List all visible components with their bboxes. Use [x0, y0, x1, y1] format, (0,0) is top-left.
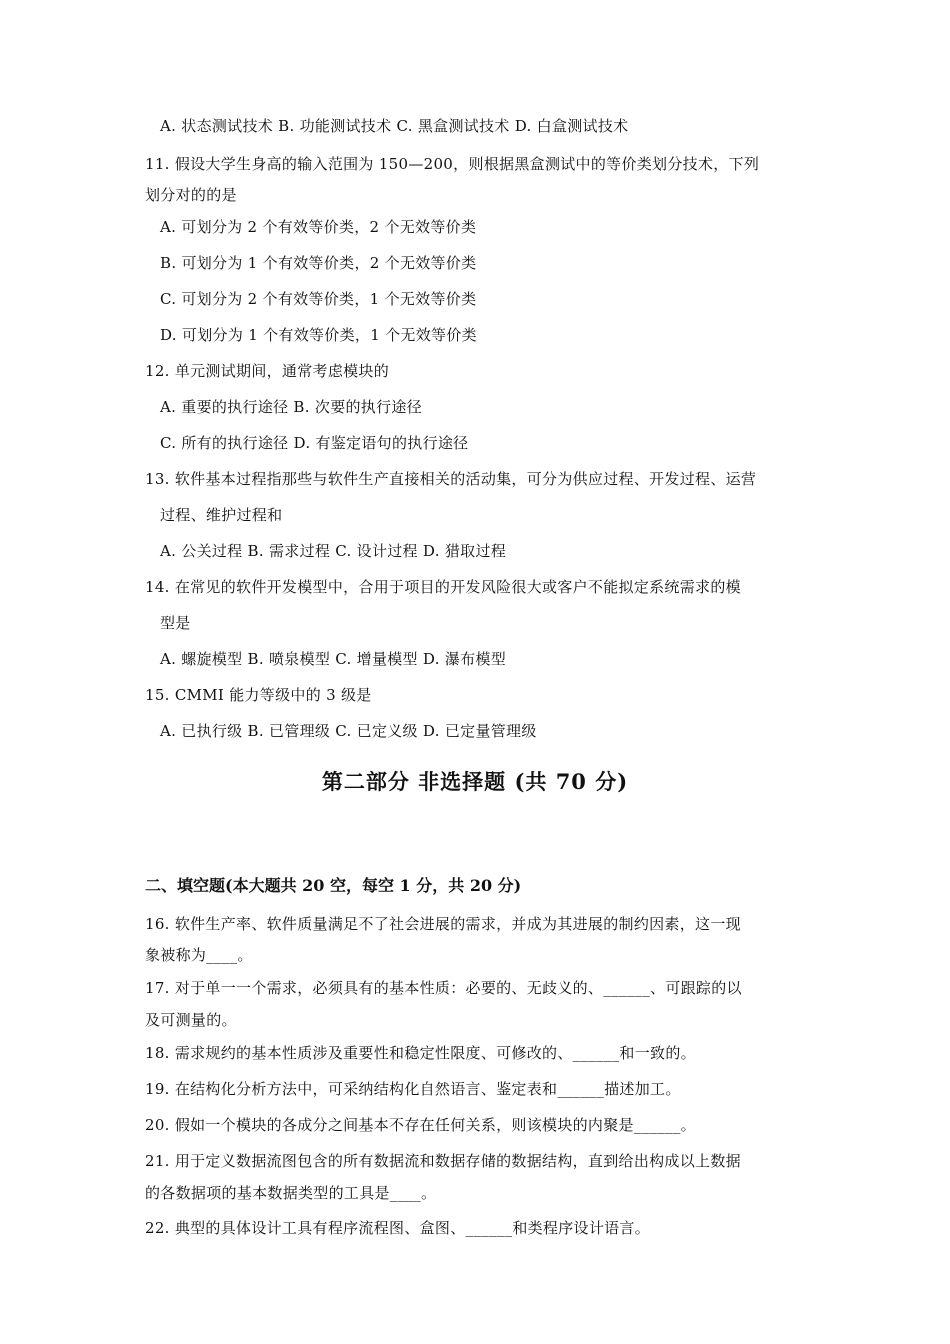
q19-line: 19. 在结构化分析方法中，可采纳结构化自然语言、鉴定表和______描述加工。 — [145, 1080, 681, 1098]
fill-in-section-heading: 二、填空题(本大题共 20 空，每空 1 分，共 20 分) — [145, 876, 522, 895]
q17-line2: 及可测量的。 — [145, 1011, 237, 1029]
q16-line2: 象被称为____。 — [145, 946, 253, 964]
q13-stem-line2: 过程、维护过程和 — [160, 506, 283, 524]
q12-stem: 12. 单元测试期间，通常考虑模块的 — [145, 362, 390, 380]
q22-line: 22. 典型的具体设计工具有程序流程图、盒图、______和类程序设计语言。 — [145, 1219, 651, 1237]
q12-options-cd: C. 所有的执行途径 D. 有鉴定语句的执行途径 — [160, 434, 469, 452]
part-two-heading: 第二部分 非选择题 (共 70 分) — [321, 769, 629, 794]
q21-line1: 21. 用于定义数据流图包含的所有数据流和数据存储的数据结构，直到给出构成以上数据 — [145, 1152, 741, 1170]
q14-options: A. 螺旋模型 B. 喷泉模型 C. 增量模型 D. 瀑布模型 — [160, 650, 507, 668]
q11-option-d: D. 可划分为 1 个有效等价类，1 个无效等价类 — [160, 326, 477, 344]
q14-stem-line2: 型是 — [160, 614, 191, 632]
q14-stem-line1: 14. 在常见的软件开发模型中，合用于项目的开发风险很大或客户不能拟定系统需求的模 — [145, 578, 741, 596]
q10-options: A. 状态测试技术 B. 功能测试技术 C. 黑盒测试技术 D. 白盒测试技术 — [160, 117, 629, 135]
q11-option-a: A. 可划分为 2 个有效等价类，2 个无效等价类 — [160, 218, 477, 236]
q21-line2: 的各数据项的基本数据类型的工具是____。 — [145, 1184, 437, 1202]
q17-line1: 17. 对于单一一个需求，必须具有的基本性质：必要的、无歧义的、______、可跟踪的以 — [145, 979, 742, 997]
q13-options: A. 公关过程 B. 需求过程 C. 设计过程 D. 猎取过程 — [160, 542, 507, 560]
q11-stem-line1: 11. 假设大学生身高的输入范围为 150—200，则根据黑盒测试中的等价类划分技术，下列 — [145, 155, 760, 173]
q11-option-b: B. 可划分为 1 个有效等价类，2 个无效等价类 — [160, 254, 477, 272]
q13-stem-line1: 13. 软件基本过程指那些与软件生产直接相关的活动集，可分为供应过程、开发过程、运营 — [145, 470, 757, 488]
q15-stem: 15. CMMI 能力等级中的 3 级是 — [145, 686, 372, 704]
q11-stem-line2: 划分对的的是 — [145, 186, 237, 204]
q11-option-c: C. 可划分为 2 个有效等价类，1 个无效等价类 — [160, 290, 477, 308]
q20-line: 20. 假如一个模块的各成分之间基本不存在任何关系，则该模块的内聚是______。 — [145, 1116, 696, 1134]
q16-line1: 16. 软件生产率、软件质量满足不了社会进展的需求，并成为其进展的制约因素，这一现 — [145, 915, 741, 933]
q12-options-ab: A. 重要的执行途径 B. 次要的执行途径 — [160, 398, 422, 416]
q15-options: A. 已执行级 B. 已管理级 C. 已定义级 D. 已定量管理级 — [160, 722, 537, 740]
q18-line: 18. 需求规约的基本性质涉及重要性和稳定性限度、可修改的、______和一致的。 — [145, 1044, 696, 1062]
